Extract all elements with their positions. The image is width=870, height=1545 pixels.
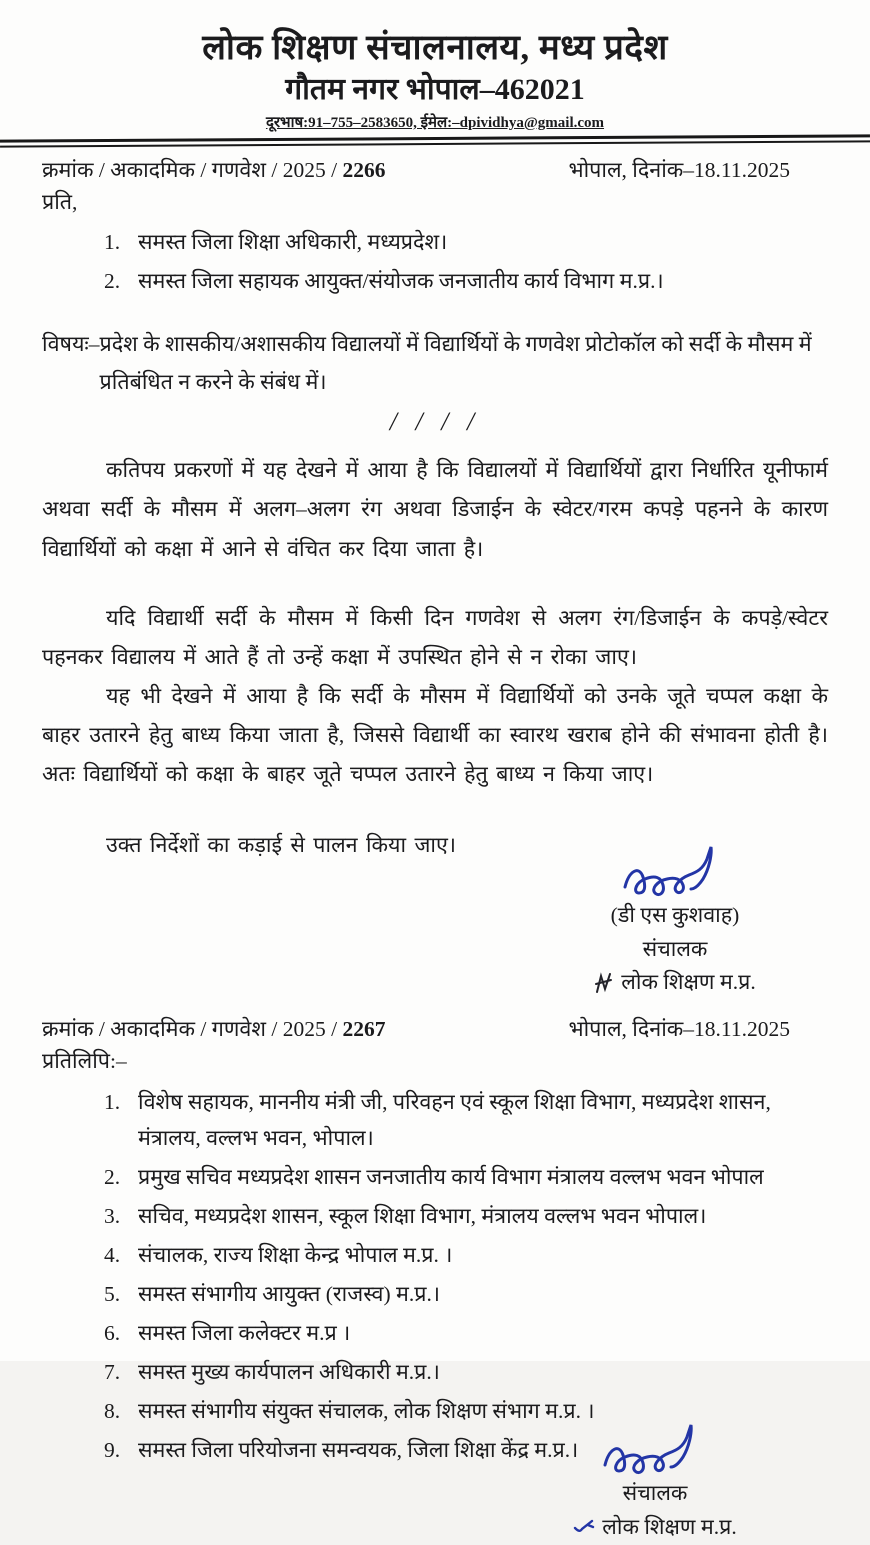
copy-text: समस्त संभागीय आयुक्त (राजस्व) म.प्र.।: [138, 1282, 441, 1307]
copy-number: 3.: [104, 1204, 121, 1229]
signatory-name: (डी एस कुशवाह): [610, 903, 740, 928]
closing-instruction: उक्त निर्देशों का कड़ाई से पालन किया जाए।: [106, 833, 457, 858]
copy-text: संचालक, राज्य शिक्षा केन्द्र भोपाल म.प्र. ।: [138, 1243, 453, 1268]
copy-number: 6.: [104, 1321, 121, 1346]
body-paragraph: यह भी देखने में आया है कि सर्दी के मौसम में विद्यार्थियों को उनके जूते चप्पल कक्षा के बाहर उतारने हेतु बाध्य किया जाता है, जिससे विद्यार्थी का स्वारथ खराब होने की संभावना होती है। अतः विद्यार्थियों को कक्षा के बाहर जूते चप्पल उतारने हेतु बाध्य न किया जाए।: [42, 683, 828, 787]
signatory-org: [594, 966, 755, 999]
letterhead: [42, 26, 828, 145]
subject-text: प्रदेश के शासकीय/अशासकीय विद्यालयों में विद्यार्थियों के गणवेश प्रोटोकॉल को सर्दी के मौसम में प्रतिबंधित न करने के संबंध में।: [99, 332, 812, 394]
copy-number: 4.: [104, 1243, 121, 1268]
copy-number: 7.: [104, 1360, 121, 1385]
copy-number: 8.: [104, 1399, 121, 1424]
slash-separator: / / / /: [389, 407, 481, 437]
org-address: गौतम नगर भोपाल–462021: [285, 72, 585, 106]
letter-number-2: [42, 1014, 385, 1045]
copy-item: [42, 1198, 828, 1235]
recipient-text: समस्त जिला शिक्षा अधिकारी, मध्यप्रदेश।: [138, 230, 448, 255]
header-divider: [0, 134, 870, 147]
copy-item: [42, 1315, 828, 1352]
copy-item: [42, 1159, 828, 1196]
copy-item: [42, 1393, 828, 1430]
subject-label: विषयः–: [42, 332, 100, 357]
signatory-designation: संचालक: [622, 1481, 688, 1506]
signatory-org: [573, 1511, 736, 1544]
copy-text: समस्त जिला परियोजना समन्वयक, जिला शिक्षा केंद्र म.प्र.।: [138, 1438, 579, 1463]
reference-line-2: [42, 1014, 828, 1045]
copy-text: समस्त जिला कलेक्टर म.प्र ।: [138, 1321, 351, 1346]
signatory-org-text: लोक शिक्षण म.प्र.: [621, 970, 756, 995]
org-contact: दूरभाष:91–755–2583650, ईमेल:–dpividhya@gmail.com: [265, 114, 605, 131]
copy-to-label: प्रतिलिपि:–: [42, 1049, 127, 1074]
copy-item: [42, 1084, 828, 1158]
org-name: लोक शिक्षण संचालनालय, मध्य प्रदेश: [202, 28, 668, 67]
letter-number-value: 2266: [342, 157, 386, 182]
copy-item: [42, 1276, 828, 1313]
copy-number: 1.: [104, 1089, 121, 1114]
to-label: प्रति,: [42, 189, 78, 214]
reference-line-1: [42, 155, 828, 186]
recipient-list: [42, 224, 828, 300]
check-mark-icon: [573, 1519, 595, 1535]
letter-number-prefix: क्रमांक / अकादमिक / गणवेश / 2025 /: [42, 157, 343, 182]
copy-item: [42, 1354, 828, 1391]
copy-item: [42, 1432, 828, 1469]
body-paragraph: कतिपय प्रकरणों में यह देखने में आया है कि विद्यालयों में विद्यार्थियों द्वारा निर्धारित यूनीफार्म अथवा सर्दी के मौसम में अलग–अलग रंग अथवा डिजाईन के स्वेटर/गरम कपड़े पहनने के कारण विद्यार्थियों को कक्षा में आने से वंचित कर दिया जाता है।: [42, 458, 828, 561]
recipient-number: 1.: [104, 230, 121, 255]
letter-number-value: 2267: [342, 1017, 386, 1042]
recipient-item: [42, 224, 828, 261]
letter-number-prefix: क्रमांक / अकादमिक / गणवेश / 2025 /: [42, 1017, 343, 1042]
recipient-text: समस्त जिला सहायक आयुक्त/संयोजक जनजातीय कार्य विभाग म.प्र.।: [138, 269, 664, 294]
copy-number: 2.: [104, 1165, 121, 1190]
place-date-1: भोपाल, दिनांक–18.11.2025: [568, 157, 790, 182]
signature-ink-icon: [615, 841, 735, 903]
recipient-item: [42, 263, 828, 300]
copy-number: 5.: [104, 1282, 121, 1307]
signatory-org-text: लोक शिक्षण म.प्र.: [602, 1514, 737, 1539]
copy-list: [42, 1084, 828, 1470]
copy-item: [42, 1237, 828, 1274]
pen-mark-icon: [594, 972, 614, 994]
copy-text: समस्त संभागीय संयुक्त संचालक, लोक शिक्षण संभाग म.प्र. ।: [138, 1399, 595, 1424]
copy-text: समस्त मुख्य कार्यपालन अधिकारी म.प्र.।: [138, 1360, 440, 1385]
copy-text: सचिव, मध्यप्रदेश शासन, स्कूल शिक्षा विभाग, मंत्रालय वल्लभ भवन भोपाल।: [138, 1204, 707, 1229]
letter-number-1: [42, 155, 385, 186]
signature-block-director: [550, 841, 800, 1004]
body-paragraph: यदि विद्यार्थी सर्दी के मौसम में किसी दिन गणवेश से अलग रंग/डिजाईन के कपड़े/स्वेटर पहनकर विद्यालय में आते हैं तो उन्हें कक्षा में उपस्थित होने से न रोका जाए।: [42, 605, 828, 669]
copy-text: प्रमुख सचिव मध्यप्रदेश शासन जनजातीय कार्य विभाग मंत्रालय वल्लभ भवन भोपाल: [138, 1165, 764, 1190]
signatory-designation: संचालक: [642, 936, 708, 961]
recipient-number: 2.: [104, 269, 121, 294]
copy-text: विशेष सहायक, माननीय मंत्री जी, परिवहन एवं स्कूल शिक्षा विभाग, मध्यप्रदेश शासन, मंत्रालय, वल्लभ भवन, भोपाल।: [138, 1089, 771, 1151]
subject-line: [42, 326, 828, 401]
copy-number: 9.: [104, 1438, 121, 1463]
place-date-2: भोपाल, दिनांक–18.11.2025: [568, 1017, 790, 1042]
